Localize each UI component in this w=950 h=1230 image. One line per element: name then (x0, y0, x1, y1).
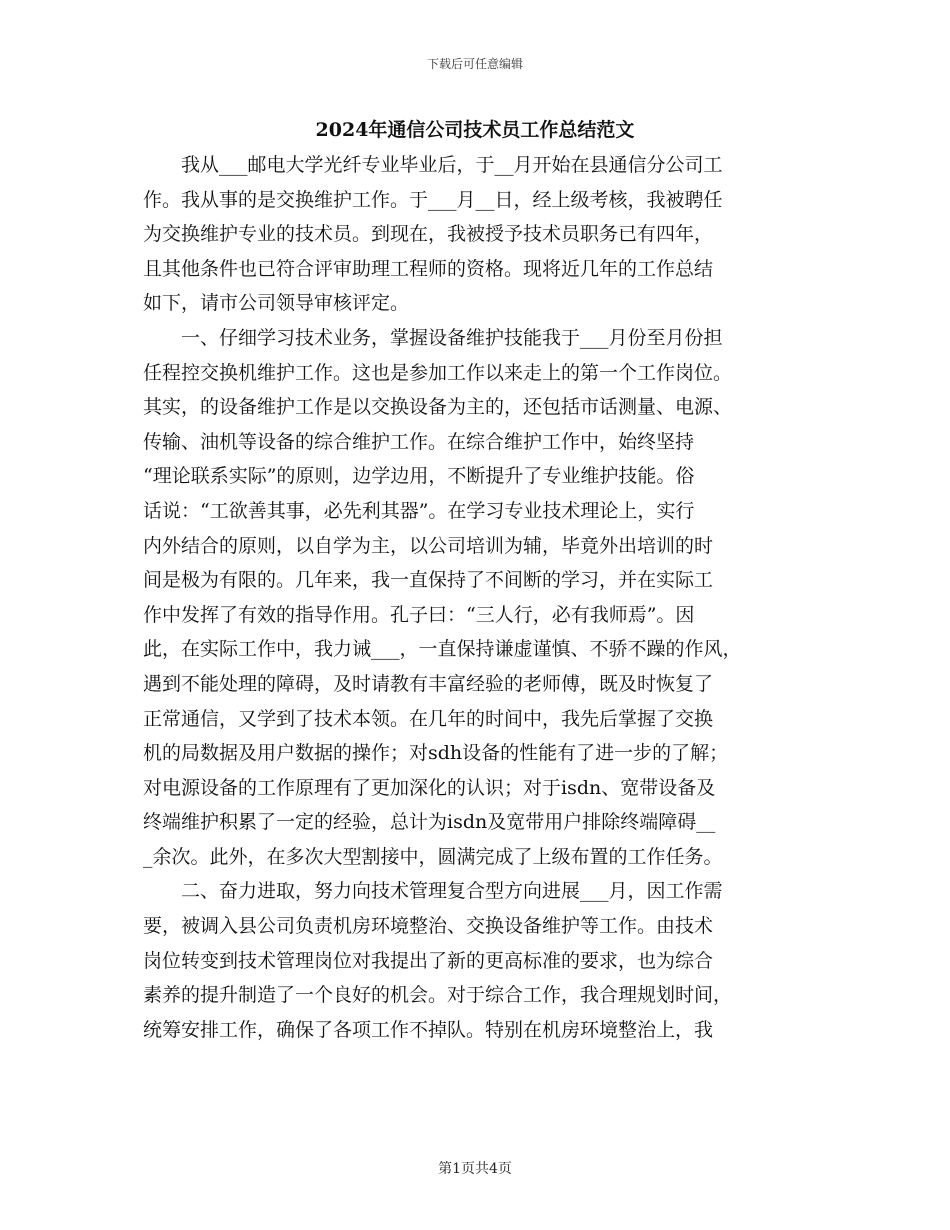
body-text-line: 素养的提升制造了一个良好的机会。对于综合工作，我合理规划时间， (143, 984, 733, 1007)
body-text-line: 统筹安排工作，确保了各项工作不掉队。特别在机房环境整治上，我 (143, 1018, 714, 1041)
body-text-line: 终端维护积累了一定的经验，总计为isdn及宽带用户排除终端障碍__ (143, 811, 716, 834)
body-text-line: 作中发挥了有效的指导作用。孔子曰：“三人行，必有我师焉”。因 (143, 603, 695, 626)
body-text-line: 且其他条件也已符合评审助理工程师的资格。现将近几年的工作总结 (143, 257, 714, 280)
body-text-line: 任程控交换机维护工作。这也是参加工作以来走上的第一个工作岗位。 (143, 361, 733, 384)
body-text-line: 机的局数据及用户数据的操作；对sdh设备的性能有了进一步的了解； (143, 742, 729, 765)
body-text-line: 遇到不能处理的障碍，及时请教有丰富经验的老师傅，既及时恢复了 (143, 672, 714, 695)
page-footer: 第1页共4页 (438, 1161, 512, 1177)
body-text-line: 岗位转变到技术管理岗位对我提出了新的更高标准的要求，也为综合 (143, 949, 714, 972)
body-text-line: 对电源设备的工作原理有了更加深化的认识；对于isdn、宽带设备及 (143, 776, 716, 799)
body-text-line: 其实，的设备维护工作是以交换设备为主的，还包括市话测量、电源、 (143, 396, 733, 419)
body-text-line: 此，在实际工作中，我力诫___，一直保持谦虚谨慎、不骄不躁的作风， (143, 638, 742, 661)
body-text-line: 话说：“工欲善其事，必先利其器”。在学习专业技术理论上，实行 (143, 499, 695, 522)
body-text-line: _余次。此外，在多次大型割接中，圆满完成了上级布置的工作任务。 (143, 845, 723, 868)
body-text-line: 要，被调入县公司负责机房环境整治、交换设备维护等工作。由技术 (143, 915, 714, 938)
body-text-line: 如下，请市公司领导审核评定。 (143, 292, 410, 315)
body-text-line: 正常通信，又学到了技术本领。在几年的时间中，我先后掌握了交换 (143, 707, 714, 730)
body-text-line: 间是极为有限的。几年来，我一直保持了不间断的学习，并在实际工 (143, 569, 714, 592)
document-body (143, 148, 813, 1047)
body-text-line: 我从___邮电大学光纤专业毕业后，于__月开始在县通信分公司工 (181, 154, 723, 176)
body-text-line: “理论联系实际”的原则，边学边用，不断提升了专业维护技能。俗 (143, 465, 695, 488)
header-note: 下载后可任意编辑 (426, 57, 523, 71)
body-text-line: 内外结合的原则，以自学为主，以公司培训为辅，毕竟外出培训的时 (143, 534, 714, 557)
body-text-line: 二、奋力进取，努力向技术管理复合型方向进展___月，因工作需 (181, 880, 723, 903)
document-title: 2024年通信公司技术员工作总结范文 (315, 119, 635, 141)
body-text-line: 作。我从事的是交换维护工作。于___月__日，经上级考核，我被聘任 (143, 188, 723, 211)
body-text-line: 一、仔细学习技术业务，掌握设备维护技能我于___月份至月份担 (181, 326, 723, 349)
body-text-line: 传输、油机等设备的综合维护工作。在综合维护工作中，始终坚持 (143, 430, 695, 453)
body-text-line: 为交换维护专业的技术员。到现在，我被授予技术员职务已有四年， (143, 223, 714, 246)
